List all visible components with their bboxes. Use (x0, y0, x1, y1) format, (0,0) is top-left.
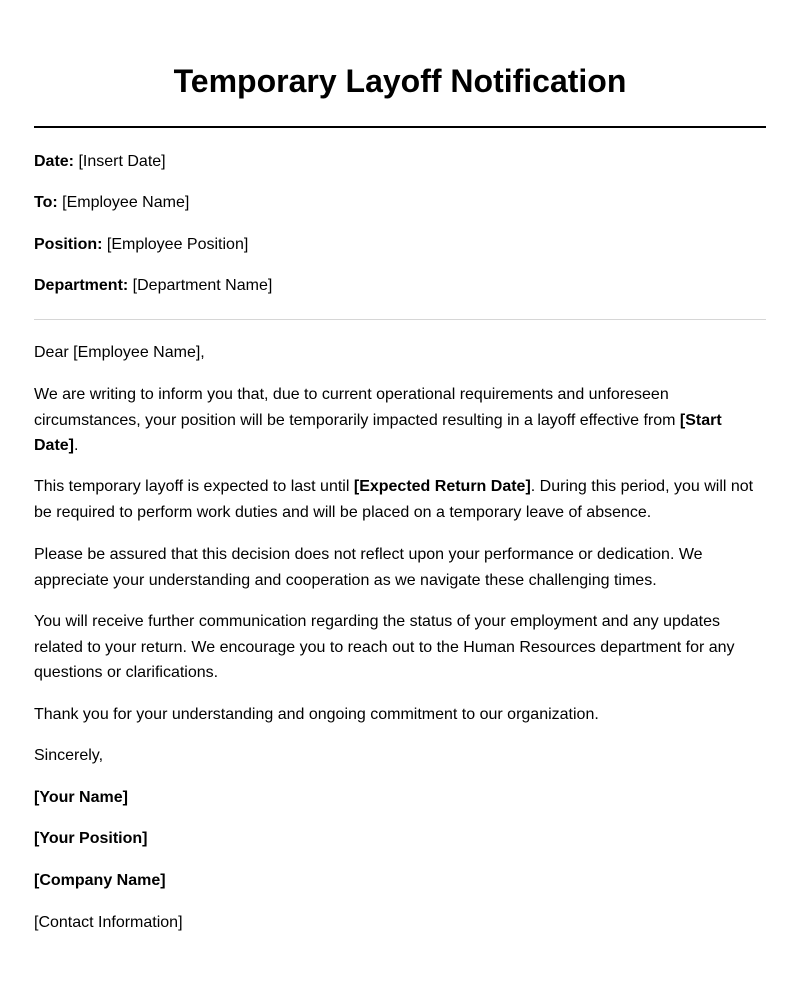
department-line (34, 273, 766, 299)
to-value: [Employee Name] (57, 194, 190, 211)
position-value: [Employee Position] (102, 236, 249, 253)
paragraph-4: You will receive further communication regarding the status of your employment and any updates related to your return. We encourage you to reach out to the Human Resources department for any questions or clarifications. (34, 613, 735, 681)
start-date-placeholder: [Start Date] (34, 411, 722, 454)
paragraph-2-start: This temporary layoff is expected to last until (34, 478, 354, 495)
to-line (34, 190, 766, 216)
date-label: Date: (34, 153, 75, 170)
return-date-placeholder: [Expected Return Date] (353, 478, 531, 495)
title-divider (34, 126, 766, 128)
paragraph-1-end: . (74, 437, 79, 454)
paragraph-1-text: We are writing to inform you that, due to current operational requirements and unforeseen circumstances, your position will be temporarily impacted resulting in a layoff effective from (34, 386, 680, 429)
paragraph-3: Please be assured that this decision does not reflect upon your performance or dedication. We appreciate your understanding and cooperation as we navigate these challenging times. (34, 546, 703, 589)
paragraph-5: Thank you for your understanding and ongoing commitment to our organization. (34, 706, 599, 723)
page-title: Temporary Layoff Notification (173, 63, 627, 99)
salutation: Dear [Employee Name], (34, 344, 205, 361)
position-label: Position: (34, 236, 103, 253)
paragraph-2 (34, 474, 766, 525)
department-label: Department: (34, 277, 129, 294)
to-label: To: (34, 194, 58, 211)
department-value: [Department Name] (128, 277, 273, 294)
date-line (34, 149, 766, 175)
signature-position: [Your Position] (34, 830, 148, 847)
section-divider (34, 319, 766, 320)
closing: Sincerely, (34, 747, 104, 764)
signature-company: [Company Name] (34, 872, 166, 889)
paragraph-1 (34, 382, 766, 459)
signature-name: [Your Name] (34, 789, 128, 806)
paragraph-2-end: . During this period, you will not be required to perform work duties and will be placed on a temporary leave of absence. (34, 478, 754, 521)
position-line (34, 232, 766, 258)
signature-contact: [Contact Information] (34, 914, 183, 931)
date-value: [Insert Date] (74, 153, 166, 170)
